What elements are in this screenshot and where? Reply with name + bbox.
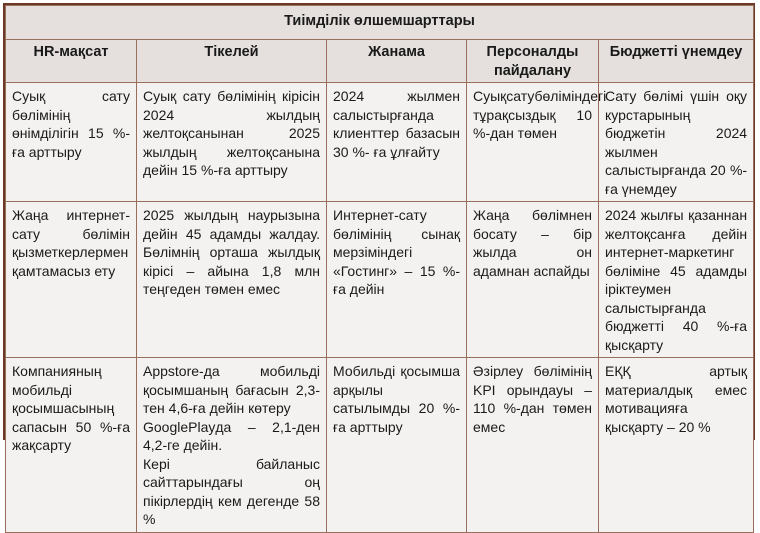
cell-staff-usage: Суықсатубөліміндегі тұрақсыздық 10 %-дан төмен [467,83,599,202]
column-header-hr-goal: HR-мақсат [6,40,137,83]
cell-staff-usage: Әзірлеу бөлімінің KPI орындауы – 110 %-дан төмен емес [467,358,599,533]
cell-direct: Суық сату бөлімінің кірісін 2024 жылдың желтоқсанынан 2025 жылдың желтоқсанына дейін 15 %-ға арттыру [137,83,327,202]
kpi-criteria-table [5,5,754,533]
cell-indirect: 2024 жылмен салыстырғанда клиенттер базасын 30 %- ға ұлғайту [327,83,467,202]
table-title-row [6,6,754,40]
table-row [6,202,754,358]
cell-direct-line: GooglePlayда – 2,1-ден 4,2-ге дейін. [143,418,320,453]
cell-hr-goal: Компанияның мобильді қосымшасының сапасын 50 %-ға жақсарту [6,358,137,533]
cell-budget-saving: 2024 жылғы қазаннан желтоқсанға дейін интернет-маркетинг бөліміне 45 адамды іріктеумен салыстырғанда бюджетті 40 %-ға қысқарту [599,202,754,358]
table-title: Тиімділік өлшемшарттары [6,6,754,40]
cell-indirect: Мобильді қосымша арқылы сатылымды 20 %-ға арттыру [327,358,467,533]
cell-direct-line: Appstore-да мобильді қосымшаның бағасын 2,3-тен 4,6-ға дейін көтеру [143,363,320,416]
cell-hr-goal: Суық сату бөлімінің өнімділігін 15 %-ға арттыру [6,83,137,202]
column-header-budget-saving: Бюджетті үнемдеу [599,40,754,83]
table-row [6,358,754,533]
kpi-criteria-table-container [3,3,755,527]
cell-indirect: Интернет-сату бөлімінің сынақ мерзіміндегі «Гостинг» – 15 %-ға дейін [327,202,467,358]
cell-staff-usage: Жаңа бөлімнен босату – бір жылда он адамнан аспайды [467,202,599,358]
cell-direct-line: Кері байланыс сайттарындағы оң пікірлердің кем дегенде 58 % [143,455,320,527]
table-row [6,83,754,202]
column-header-direct: Тікелей [137,40,327,83]
cell-budget-saving: Сату бөлімі үшін оқу курстарының бюджетін 2024 жылмен салыстырғанда 20 %-ға үнемдеу [599,83,754,202]
cell-direct: 2025 жылдың наурызына дейін 45 адамды жалдау. Бөлімнің орташа жылдық кірісі – айына 1,8 млн теңгеден төмен емес [137,202,327,358]
table-header-row [6,40,754,83]
column-header-indirect: Жанама [327,40,467,83]
cell-hr-goal: Жаңа интернет-сату бөлімін қызметкерлермен қамтамасыз ету [6,202,137,358]
column-header-staff-usage: Персоналды пайдалану [467,40,599,83]
cell-direct [137,358,327,533]
cell-budget-saving: ЕҚҚ артық материалдық емес мотивацияға қысқарту – 20 % [599,358,754,533]
